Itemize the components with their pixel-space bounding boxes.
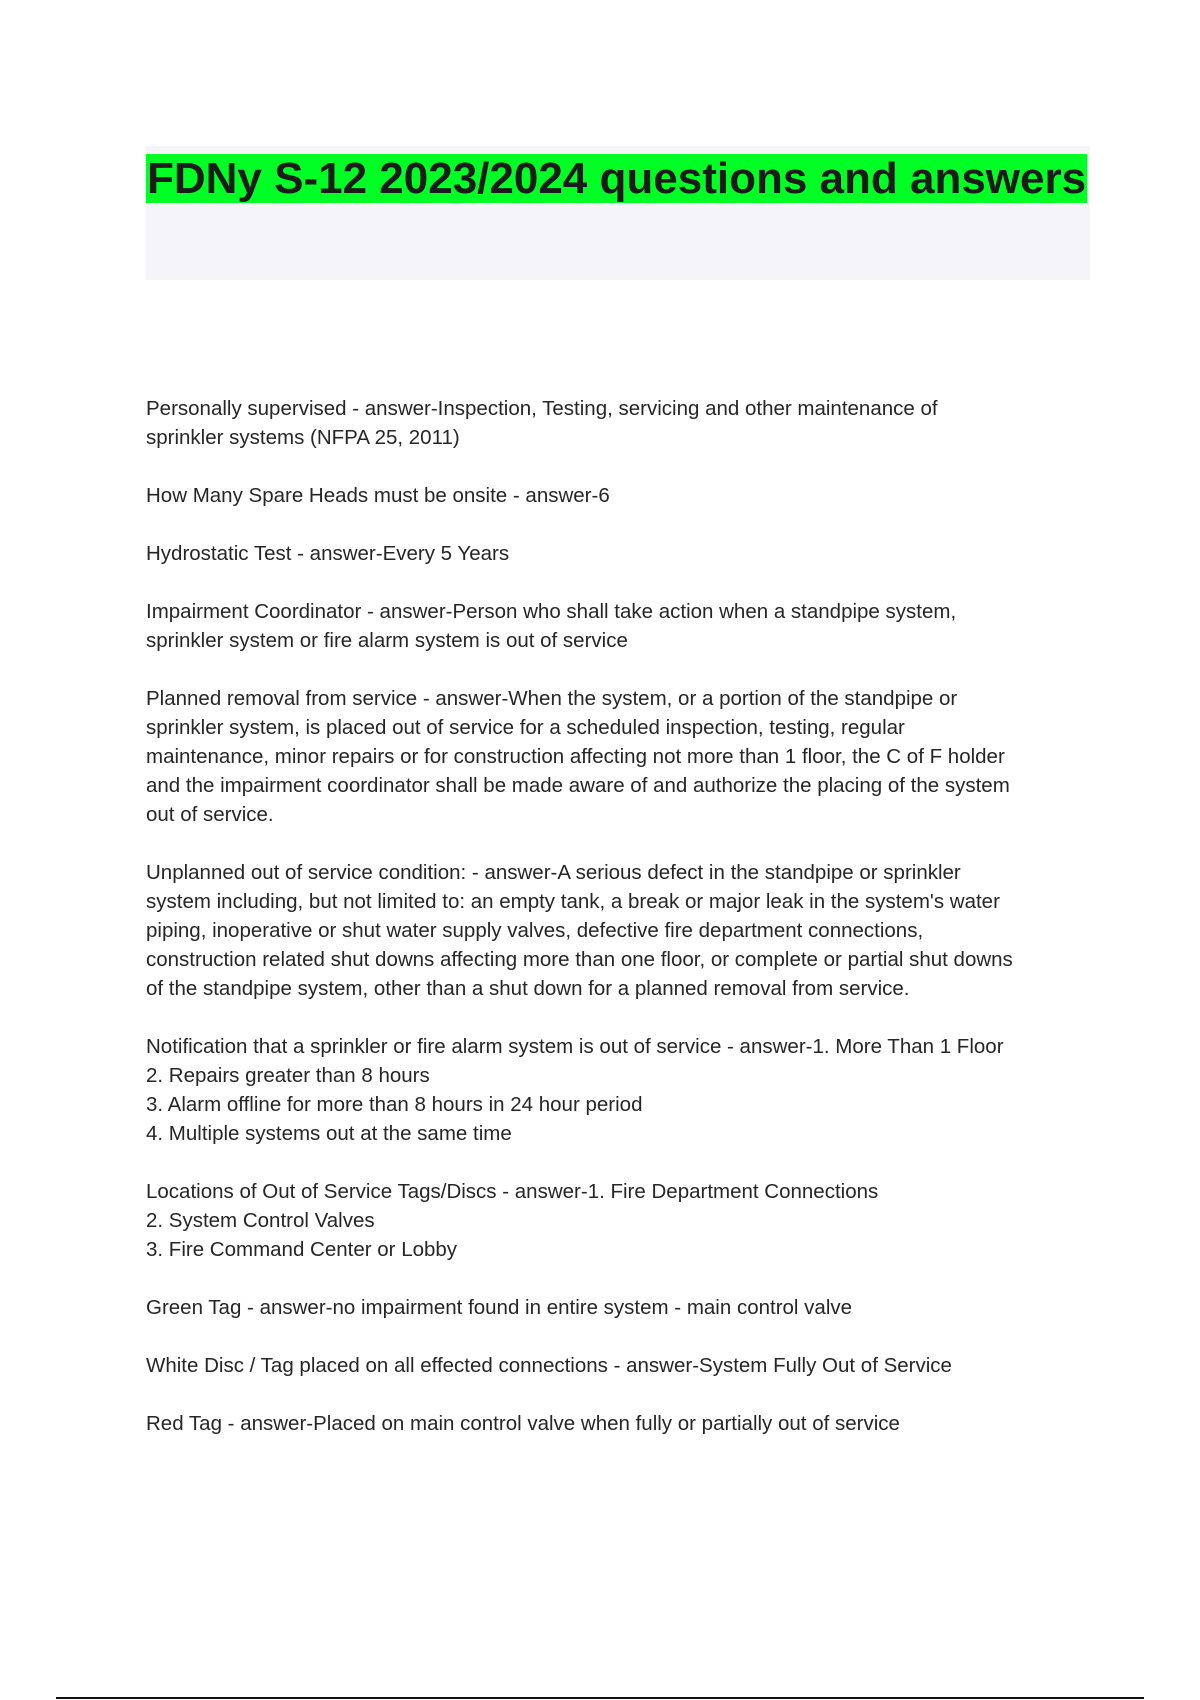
qa-line: and the impairment coordinator shall be made aware of and authorize the placing of the system [146, 774, 1010, 797]
qa-line: Hydrostatic Test - answer-Every 5 Years [146, 542, 510, 565]
qa-line: Locations of Out of Service Tags/Discs - answer-1. Fire Department Connections [146, 1180, 879, 1203]
qa-entry [146, 394, 1096, 452]
qa-line: Planned removal from service - answer-When the system, or a portion of the standpipe or [146, 687, 958, 710]
qa-line: Notification that a sprinkler or fire alarm system is out of service - answer-1. More Than 1 Floor [146, 1035, 1004, 1058]
qa-line: White Disc / Tag placed on all effected connections - answer-System Fully Out of Service [146, 1354, 952, 1377]
qa-line: sprinkler system or fire alarm system is out of service [146, 629, 628, 652]
qa-line: Green Tag - answer-no impairment found in entire system - main control valve [146, 1296, 853, 1319]
qa-entry [146, 597, 1096, 655]
qa-line: Personally supervised - answer-Inspection, Testing, servicing and other maintenance of [146, 397, 938, 420]
qa-line: maintenance, minor repairs or for construction affecting not more than 1 floor, the C of F holder [146, 745, 1005, 768]
qa-entry [146, 1293, 1096, 1322]
qa-line: construction related shut downs affecting more than one floor, or complete or partial shut downs [146, 948, 1013, 971]
qa-line: 4. Multiple systems out at the same time [146, 1122, 512, 1145]
qa-line: 2. System Control Valves [146, 1209, 375, 1232]
title-highlight: FDNy S-12 2023/2024 questions and answers [147, 154, 1087, 203]
qa-line: of the standpipe system, other than a shut down for a planned removal from service. [146, 977, 910, 1000]
qa-entry [146, 1177, 1096, 1264]
qa-entry [146, 1409, 1096, 1438]
qa-line: 3. Alarm offline for more than 8 hours in 24 hour period [146, 1093, 643, 1116]
title-block [146, 146, 1090, 280]
qa-entry [146, 1351, 1096, 1380]
qa-line: Unplanned out of service condition: - answer-A serious defect in the standpipe or sprinkler [146, 861, 961, 884]
qa-line: piping, inoperative or shut water supply valves, defective fire department connections, [146, 919, 924, 942]
qa-entry [146, 539, 1096, 568]
qa-line: 2. Repairs greater than 8 hours [146, 1064, 430, 1087]
page-title [146, 146, 1090, 212]
qa-line: 3. Fire Command Center or Lobby [146, 1238, 458, 1261]
qa-line: system including, but not limited to: an empty tank, a break or major leak in the system's water [146, 890, 1000, 913]
qa-entry [146, 858, 1096, 1003]
qa-line: out of service. [146, 803, 274, 826]
page-bottom-rule [56, 1697, 1144, 1699]
qa-line: sprinkler systems (NFPA 25, 2011) [146, 426, 460, 449]
qa-entry [146, 481, 1096, 510]
qa-entry [146, 1032, 1096, 1148]
qa-entry [146, 684, 1096, 829]
qa-line: How Many Spare Heads must be onsite - answer-6 [146, 484, 610, 507]
qa-line: Impairment Coordinator - answer-Person who shall take action when a standpipe system, [146, 600, 957, 623]
qa-line: sprinkler system, is placed out of service for a scheduled inspection, testing, regular [146, 716, 905, 739]
qa-line: Red Tag - answer-Placed on main control valve when fully or partially out of service [146, 1412, 900, 1435]
qa-list [146, 394, 1096, 1467]
